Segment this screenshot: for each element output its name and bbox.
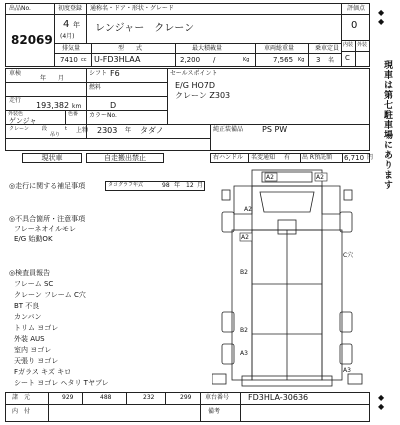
interior-label: 内装 — [343, 42, 354, 48]
title-notice-label: 名変通知 — [251, 154, 276, 161]
color-value: ゲンジャ — [9, 117, 37, 125]
shift-label: シフト — [89, 70, 108, 77]
mileage-value: 193,382 — [36, 101, 70, 110]
no-self-drive-badge: 自走搬出禁止 — [86, 153, 164, 163]
spec-row-label: 諸 元 — [12, 394, 31, 401]
inspector-report-heading: ◎検査員報告 — [9, 269, 51, 277]
displacement-value: 7410 — [60, 56, 78, 64]
listing-label: 出品No. — [9, 5, 31, 12]
recycle-value: 6,710 — [344, 154, 365, 162]
reg-year-unit: 年 — [73, 21, 80, 29]
equipment-value: PS PW — [262, 125, 288, 134]
list-item: 外装 AUS — [14, 335, 45, 343]
score-label: 評価点 — [347, 5, 366, 12]
gross-weight-value: 7,565 — [273, 56, 294, 64]
diamond-icon: ◆ ◆ — [378, 393, 385, 411]
displacement-unit: cc — [81, 57, 87, 63]
fuel-value: D — [110, 101, 117, 110]
driving-notes-heading: ◎走行に関する補足事項 — [9, 182, 86, 190]
gross-weight-unit: Kg — [298, 57, 305, 63]
damage-label-crane-hole: C穴 — [343, 252, 354, 259]
vin-value: FD3HLA-30636 — [248, 393, 309, 402]
capacity-value: 3 — [316, 56, 321, 64]
inspection-label: 車検 — [9, 70, 22, 77]
damage-label-front-left: A2 — [266, 174, 274, 181]
damage-label-side-left: A2 — [241, 234, 249, 241]
color-code-label: カラーNo. — [89, 112, 117, 119]
score-value: 0 — [351, 20, 358, 31]
gross-weight-label: 車両総重量 — [264, 45, 295, 52]
list-item: フレーネオイルモレ — [14, 225, 77, 233]
reg-year: 4 — [63, 19, 70, 30]
exterior-label: 外装 — [357, 42, 368, 48]
list-item: 天張り ヨゴレ — [14, 357, 59, 365]
upper-year: 年 — [125, 127, 132, 134]
equipment-label: 純正装備品 — [213, 126, 244, 133]
steering-side: 右ハンドル — [213, 154, 244, 161]
tachograph-label: タコグラフ年式 — [108, 182, 144, 188]
vin-label: 車台番号 — [205, 394, 230, 401]
inspection-ym: 年 月 — [40, 75, 65, 82]
reg-month: (4月) — [60, 33, 75, 40]
list-item: シート ヨゴレ ヘタリ Tヤブレ — [14, 379, 109, 387]
tachograph-year-unit: 年 — [174, 182, 181, 189]
upper-value: 2303 — [97, 126, 118, 135]
list-item: カンバン — [14, 313, 42, 321]
color-label: 外装色 — [8, 111, 24, 117]
list-item: フレーム SC — [14, 280, 54, 288]
sales-point-1: E/G HO7D — [175, 81, 216, 90]
shift-value: F6 — [110, 69, 120, 78]
list-item: Fガラス キズ キロ — [14, 368, 72, 376]
model-label: 型 式 — [118, 45, 143, 52]
crane-unit: 段 — [42, 126, 48, 132]
color-no-label: 色番 — [68, 111, 79, 117]
max-load-slash: / — [213, 56, 216, 64]
capacity-label: 乗車定員 — [315, 45, 340, 52]
list-item: BT 不良 — [14, 302, 40, 310]
truck-diagram — [212, 164, 372, 389]
current-condition-badge: 現状車 — [22, 153, 82, 163]
spec-value-3: 232 — [143, 394, 155, 401]
sales-point-2: クレーン Z303 — [175, 91, 231, 100]
upper-maker: タダノ — [140, 126, 164, 135]
car-name-label: 通称名・ドア・形状・グレード — [90, 5, 174, 12]
diamond-icon: ◆ ◆ — [378, 8, 385, 26]
first-reg-label: 初度登録 — [58, 5, 83, 12]
spec-value-4: 299 — [180, 394, 192, 401]
capacity-unit: 名 — [328, 57, 335, 64]
max-load-label: 最大積載量 — [192, 45, 223, 52]
list-item: E/G 始動OK — [14, 235, 53, 243]
sales-point-label: セールスポイント — [170, 70, 218, 77]
tachograph-month-unit: 月 — [197, 182, 204, 189]
recycle-label: 出 R預託額 — [302, 154, 333, 161]
interior-grade: C — [345, 54, 350, 62]
model-value: U-FD3HLAA — [94, 55, 141, 64]
mileage-label: 走行 — [9, 97, 22, 104]
car-name: レンジャー クレーン — [95, 23, 195, 34]
displacement-label: 排気量 — [62, 45, 81, 52]
crane-label: クレーン — [9, 126, 29, 132]
mileage-unit: km — [72, 103, 82, 110]
tonnage-unit: t — [65, 126, 67, 132]
title-notice-value: 有 — [284, 154, 291, 161]
damage-label-rear-left: A3 — [240, 350, 248, 357]
listing-number: 82069 — [11, 33, 53, 47]
damage-label-cab-left: A2 — [244, 206, 252, 213]
remarks-label: 備考 — [208, 408, 221, 415]
list-item: クレーン フレーム C穴 — [14, 291, 86, 299]
damage-label-bed-left: B2 — [240, 269, 248, 276]
damage-label-rear-right: A3 — [343, 367, 351, 374]
parking-note: 現車は第七駐車場にあります — [382, 60, 392, 190]
issues-heading: ◎不具合箇所・注意事項 — [9, 215, 86, 223]
list-item: 室内 ヨゴレ — [14, 346, 52, 354]
damage-label-bed-rear-left: B2 — [240, 327, 248, 334]
crane-sub: 吊り — [50, 132, 61, 138]
max-load-value: 2,200 — [180, 56, 201, 64]
fuel-label: 燃料 — [89, 84, 102, 91]
tachograph-month: 12 — [186, 182, 194, 189]
damage-label-front-right: A2 — [316, 174, 324, 181]
max-load-unit: Kg — [243, 57, 250, 63]
tachograph-year: 98 — [162, 182, 170, 189]
inner-row-label: 内 付 — [12, 408, 31, 415]
list-item: トリム ヨゴレ — [14, 324, 59, 332]
recycle-unit: 円 — [367, 154, 374, 161]
spec-value-1: 929 — [62, 394, 74, 401]
spec-value-2: 488 — [100, 394, 112, 401]
upper-label: 上物 — [76, 127, 89, 134]
